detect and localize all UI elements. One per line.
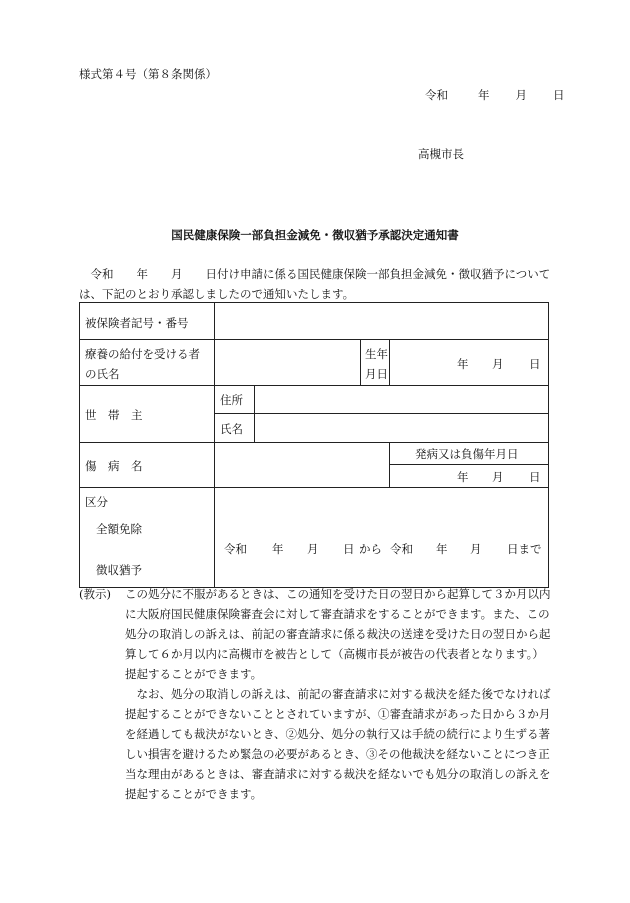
onset-day: 日: [529, 470, 541, 484]
onset-year: 年: [457, 470, 469, 484]
period-from: から: [359, 542, 382, 556]
illness-label: 傷 病 名: [85, 459, 143, 473]
date-day: 日: [553, 88, 565, 102]
period-year-start: 年: [272, 542, 284, 556]
insured-number-label: 被保険者記号・番号: [85, 316, 189, 330]
approval-table: [79, 302, 549, 588]
date-year: 年: [478, 88, 490, 102]
deferral-option: 徴収猶予: [96, 563, 142, 577]
notice-lead: (教示): [79, 587, 111, 601]
date-month: 月: [515, 88, 527, 102]
recipient-label-line2: の氏名: [85, 367, 120, 381]
full-exemption-option: 全額免除: [96, 522, 142, 536]
recipient-label-line1: 療養の給付を受ける者: [85, 347, 200, 361]
category-label: 区分: [85, 495, 108, 509]
birth-day: 日: [529, 357, 541, 371]
form-number: 様式第４号（第８条関係）: [79, 67, 217, 81]
period-month-end: 月: [470, 542, 482, 556]
birth-month: 月: [492, 357, 504, 371]
onset-label: 発病又は負傷年月日: [415, 447, 519, 461]
address-label: 住所: [220, 393, 243, 407]
date-era: 令和: [425, 88, 448, 102]
name-label: 氏名: [220, 422, 243, 436]
intro-text: 令和 年 月 日付け申請に係る国民健康保険一部負担金減免・徴収猶予については、下記のとおり承認しましたので通知いたします。: [79, 267, 551, 301]
appeal-notice: [79, 584, 551, 804]
birth-year: 年: [457, 357, 469, 371]
page-title: 国民健康保険一部負担金減免・徴収猶予承認決定通知書: [171, 228, 459, 242]
issue-date: [425, 87, 565, 103]
period-era-start: 令和: [224, 542, 247, 556]
period-year-end: 年: [436, 542, 448, 556]
period-day-start: 日: [343, 542, 355, 556]
issuer-name: 高槻市長: [418, 147, 464, 161]
period-month-start: 月: [307, 542, 319, 556]
notice-paragraph-1: この処分に不服があるときは、この通知を受けた日の翌日から起算して３か月以内に大阪府国民健康保険審査会に対して審査請求をすることができます。また、この処分の取消しの訴えは、前記の審査請求に係る裁決の送達を受けた日の翌日から起算して６か月以内に高槻市を被告として（高槻市長が被告の代表者となります。）提起することができます。: [125, 587, 551, 681]
onset-month: 月: [492, 470, 504, 484]
birth-label-line1: 生年: [365, 347, 388, 361]
birth-label-line2: 月日: [365, 367, 388, 381]
household-head-label: 世 帯 主: [85, 408, 143, 422]
notice-paragraph-2: なお、処分の取消しの訴えは、前記の審査請求に対する裁決を経た後でなければ提起することができないこととされていますが、①審査請求があった日から３か月を経過しても裁決がないとき、②処分、処分の執行又は手続の続行により生ずる著しい損害を避けるため緊急の必要があるとき、③その他裁決を経ないことにつき正当な理由があるときは、審査請求に対する裁決を経ないでも処分の取消しの訴えを提起することができます。: [125, 687, 551, 801]
period-era-end: 令和: [390, 542, 413, 556]
period-until: 日まで: [507, 542, 542, 556]
